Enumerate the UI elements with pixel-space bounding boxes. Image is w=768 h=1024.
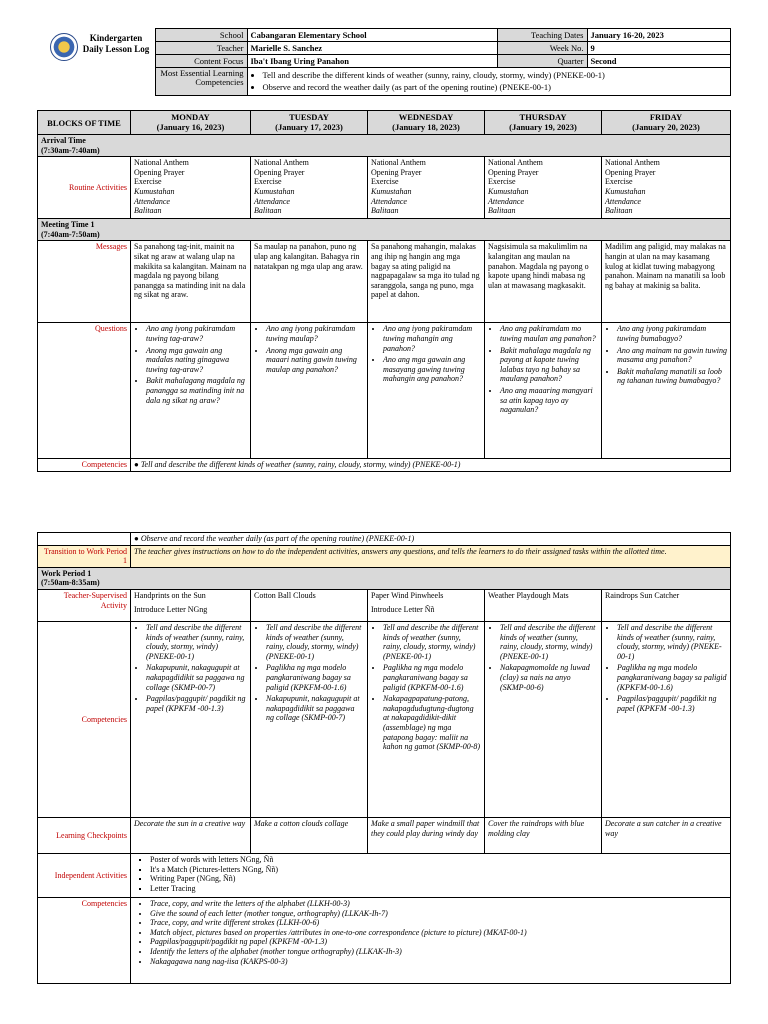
ind-comp-item: • Nakagagawa nang nag-iisa (KAKPS-00-3) (150, 957, 727, 967)
day-header-friday (602, 111, 731, 135)
checkpoint-monday (131, 817, 251, 853)
day-name: FRIDAY (649, 112, 683, 122)
questions-friday (602, 323, 731, 459)
arrival-time-section: Arrival Time (7:30am-7:40am) (38, 135, 731, 157)
questions-tuesday (251, 323, 368, 459)
wp-comp-thursday (485, 621, 602, 817)
work-period-section: Work Period 1 (7:50am-8:35am) (38, 567, 731, 589)
day-date: (January 17, 2023) (275, 122, 343, 132)
comp-item: • Tell and describe the different kinds of weather (sunny, rainy, cloudy, stormy, windy) (PNEKE-00-1) (146, 623, 247, 661)
routine-cell (602, 157, 731, 219)
routine-item: Kumustahan (605, 186, 646, 196)
questions-monday (131, 323, 251, 459)
message-monday: Sa panahong tag-init, mainit na sikat ng araw at walang ulap na makikita sa kalangitan. Mainam na magdala ng payong bilang panangga sa matinding init na dala ng sikat ng araw. (131, 241, 251, 323)
checkpoint-tuesday (251, 817, 368, 853)
tsa-friday (602, 589, 731, 621)
day-name: MONDAY (171, 112, 210, 122)
comp-item: • Paglikha ng mga modelo pangkaraniwang bagay sa paligid (KPKFM-00-1.6) (617, 663, 727, 692)
routine-item: Attendance (488, 196, 524, 206)
week-label: Week No. (497, 42, 587, 55)
wp-comp-friday (602, 621, 731, 817)
comp-item: • Paglikha ng mga modelo pangkaraniwang bagay sa paligid (KPKFM-00-1.6) (383, 663, 481, 692)
question-item: • Ano ang pakiramdam mo tuwing maulan ang panahon? (500, 324, 598, 343)
routine-cell (131, 157, 251, 219)
focus-label: Content Focus (155, 55, 247, 68)
checkpoint-wednesday (368, 817, 485, 853)
wp-competencies-label: Competencies (38, 621, 131, 817)
routine-cell (485, 157, 602, 219)
tsa-title: Handprints on the Sun (134, 590, 206, 600)
checkpoint-text: Decorate the sun in a creative way (134, 818, 246, 828)
routine-item: Attendance (371, 196, 407, 206)
routine-item: Exercise (371, 177, 399, 187)
routine-cell (251, 157, 368, 219)
comp-item: • Nakapagpapatung-patong, nakapagdudugtung-dugtong at nakapagdidikit-dikit (assemblage) ng mga patapong bagay: maliit na kahon ng gamot (SKMP-00-8) (383, 694, 481, 752)
tsa-title: Cotton Ball Clouds (254, 590, 316, 600)
checkpoint-text: Decorate a sun catcher in a creative way (605, 818, 722, 838)
ind-comp-item: • Give the sound of each letter (mother tongue, orthography) (LLKAK-Ih-7) (150, 909, 727, 919)
dates-label: Teaching Dates (497, 29, 587, 42)
checkpoint-thursday (485, 817, 602, 853)
day-date: (January 18, 2023) (392, 122, 460, 132)
routine-item: Opening Prayer (254, 167, 305, 177)
question-item: • Bakit mahalagang magdala ng panangga sa matinding init na dala ng sikat ng araw? (146, 376, 247, 405)
independent-activities-list (131, 853, 731, 897)
transition-text: The teacher gives instructions on how to do the independent activities, answers any questions, and tells the learners to do their assigned tasks within the allotted time. (131, 545, 731, 567)
independent-item: ▪ Letter Tracing (150, 884, 727, 894)
routine-item: Kumustahan (488, 186, 529, 196)
deped-seal-icon (50, 33, 78, 61)
tsa-title: Weather Playdough Mats (488, 590, 569, 600)
log-title: Kindergarten Daily Lesson Log (82, 32, 150, 54)
messages-label: Messages (38, 241, 131, 323)
tsa-tuesday (251, 589, 368, 621)
question-item: • Anong mga gawain ang maaari nating gawin tuwing maulap ang panahon? (266, 346, 364, 375)
week-value: 9 (587, 42, 730, 55)
question-item: • Ano ang iyong pakiramdam tuwing bumabagyo? (617, 324, 727, 343)
tsa-wednesday (368, 589, 485, 621)
comp-item: • Tell and describe the different kinds of weather (sunny, rainy, cloudy, stormy, windy) (PNEKE-00-1) (617, 623, 727, 661)
focus-value: Iba't Ibang Uring Panahon (247, 55, 497, 68)
questions-label: Questions (38, 323, 131, 459)
competency-cont-spacer (38, 533, 131, 546)
comp-item: • Nakapupunit, nakagugupit at nakapagdidikit sa paggawa ng collage (SKMP-00-7) (146, 663, 247, 692)
transition-label: Transition to Work Period 1 (38, 545, 131, 567)
routine-item: Opening Prayer (605, 167, 656, 177)
tsa-thursday (485, 589, 602, 621)
melc-label: Most Essential Learning Competencies (155, 68, 247, 96)
comp-item: • Nakapupunit, nakagugupit at nakapagdidikit sa paggawa ng collage (SKMP-00-7) (266, 694, 364, 723)
day-header-tuesday (251, 111, 368, 135)
question-item: • Bakit mahalaga magdala ng payong at kapote tuwing lalabas tayo ng bahay sa maulang panahon? (500, 346, 598, 384)
day-name: TUESDAY (289, 112, 329, 122)
wp-comp-wednesday (368, 621, 485, 817)
melc-item: • Observe and record the weather daily (as part of the opening routine) (PNEKE-00-1) (263, 82, 727, 92)
competencies-label: Competencies (38, 459, 131, 472)
comp-item: • Pagpilas/paggupit/ pagdikit ng papel (KPKFM -00-1.3) (146, 694, 247, 713)
routine-item: Balitaan (134, 206, 162, 216)
teacher-label: Teacher (155, 42, 247, 55)
routine-item: Balitaan (605, 206, 633, 216)
teacher-value: Marielle S. Sanchez (247, 42, 497, 55)
wp-comp-monday (131, 621, 251, 817)
day-header-wednesday (368, 111, 485, 135)
blocks-of-time-header: BLOCKS OF TIME (38, 111, 131, 135)
routine-item: Exercise (254, 177, 282, 187)
message-wednesday: Sa panahong mahangin, malakas ang ihip ng hangin ang mga bagay sa ating paligid na nagpapagalaw sa mga ito tulad ng saranggola, sanga ng puno, mga papel at dahon. (368, 241, 485, 323)
routine-item: Exercise (134, 177, 162, 187)
routine-item: National Anthem (134, 158, 189, 168)
comp-item: • Tell and describe the different kinds of weather (sunny, rainy, cloudy, stormy, windy) (PNEKE-00-1) (500, 623, 598, 661)
independent-activities-label: Independent Activities (38, 853, 131, 897)
message-tuesday: Sa maulap na panahon, puno ng ulap ang kalangitan. Bahagya rin natatakpan ng mga ulap ang araw. (251, 241, 368, 323)
routine-cell (368, 157, 485, 219)
comp-item: • Tell and describe the different kinds of weather (sunny, rainy, cloudy, stormy, windy) (PNEKE-00-1) (266, 623, 364, 661)
learning-checkpoints-label: Learning Checkpoints (38, 817, 131, 853)
comp-item: • Tell and describe the different kinds of weather (sunny, rainy, cloudy, stormy, windy) (PNEKE-00-1) (383, 623, 481, 661)
ind-comp-item: • Trace, copy, and write the letters of the alphabet (LLKH-00-3) (150, 899, 727, 909)
routine-item: National Anthem (371, 158, 426, 168)
competency-text: Tell and describe the different kinds of weather (sunny, rainy, cloudy, stormy, windy) (PNEKE-00-1) (140, 460, 461, 470)
question-item: • Ano ang mainam na gawin tuwing masama ang panahon? (617, 346, 727, 365)
melc-item: • Tell and describe the different kinds of weather (sunny, rainy, cloudy, stormy, windy) (PNEKE-00-1) (263, 70, 727, 80)
routine-item: Exercise (605, 177, 633, 187)
routine-item: Balitaan (371, 206, 399, 216)
dates-value: January 16-20, 2023 (587, 29, 730, 42)
day-name: WEDNESDAY (398, 112, 454, 122)
teacher-supervised-label: Teacher-Supervised Activity (38, 589, 131, 621)
routine-item: Opening Prayer (371, 167, 422, 177)
routine-item: Kumustahan (371, 186, 412, 196)
independent-item: ▪ Writing Paper (NGng, Ññ) (150, 874, 727, 884)
question-item: • Ano ang maaaring mangyari sa atin kapag tayo ay naganulan? (500, 386, 598, 415)
weekly-grid-top (37, 110, 731, 472)
independent-competencies-label: Competencies (38, 897, 131, 983)
day-date: (January 20, 2023) (632, 122, 700, 132)
independent-item: ▪ Poster of words with letters NGng, Ññ (150, 855, 727, 865)
weekly-grid-bottom (37, 532, 731, 984)
day-header-monday (131, 111, 251, 135)
meeting-time-section: Meeting Time 1 (7:40am-7:50am) (38, 219, 731, 241)
comp-item: • Paglikha ng mga modelo pangkaraniwang bagay sa paligid (KPKFM-00-1.6) (266, 663, 364, 692)
message-thursday: Nagsisimula sa makulimlim na kalangitan ang maulan na panahon. Magdala ng payong o kapote upang hindi mabasa ng ulan at mawasang magkasakit. (485, 241, 602, 323)
routine-item: National Anthem (488, 158, 543, 168)
routine-item: Opening Prayer (488, 167, 539, 177)
routine-item: National Anthem (254, 158, 309, 168)
questions-wednesday (368, 323, 485, 459)
competency-row-2: ● Observe and record the weather daily (as part of the opening routine) (PNEKE-00-1) (131, 533, 731, 546)
day-date: (January 16, 2023) (156, 122, 225, 132)
header-logo-cell (37, 29, 155, 96)
melc-list-cell (247, 68, 730, 96)
checkpoint-text: Cover the raindrops with blue molding clay (488, 818, 585, 838)
tsa-title: Paper Wind Pinwheels (371, 590, 444, 600)
checkpoint-text: Make a cotton clouds collage (254, 818, 349, 828)
school-label: School (155, 29, 247, 42)
routine-activities-label: Routine Activities (38, 157, 131, 219)
independent-item: ▪ It's a Match (Pictures-letters NGng, Ññ) (150, 865, 727, 875)
checkpoint-text: Make a small paper windmill that they could play during windy day (371, 818, 480, 838)
question-item: • Ano ang iyong pakiramdam tuwing mahangin ang panahon? (383, 324, 481, 353)
comp-item: • Pagpilas/paggupit/ pagdikit ng papel (KPKFM -00-1.3) (617, 694, 727, 713)
day-name: THURSDAY (519, 112, 567, 122)
quarter-label: Quarter (497, 55, 587, 68)
day-date: (January 19, 2023) (509, 122, 577, 132)
question-item: • Bakit mahalang manatili sa loob ng tahanan tuwing bumabagyo? (617, 367, 727, 386)
question-item: • Ano ang iyong pakiramdam tuwing tag-araw? (146, 324, 247, 343)
tsa-sub: Introduce Letter Ññ (371, 604, 435, 614)
question-item: • Ano ang iyong pakiramdam tuwing maulap? (266, 324, 364, 343)
routine-item: Opening Prayer (134, 167, 185, 177)
school-value: Cabangaran Elementary School (247, 29, 497, 42)
routine-item: Kumustahan (134, 186, 175, 196)
question-item: • Anong mga gawain ang madalas nating ginagawa tuwing tag-araw? (146, 346, 247, 375)
ind-comp-item: • Pagpilas/paggupit/pagdikit ng papel (KPKFM -00-1.3) (150, 937, 727, 947)
routine-item: Exercise (488, 177, 516, 187)
tsa-sub: Introduce Letter NGng (134, 604, 208, 614)
questions-thursday (485, 323, 602, 459)
day-header-thursday (485, 111, 602, 135)
routine-item: Attendance (254, 196, 290, 206)
question-item: • Ano ang mga gawain ang masayang gawing tuwing mahangin ang panahon? (383, 355, 481, 384)
tsa-title: Raindrops Sun Catcher (605, 590, 680, 600)
checkpoint-friday (602, 817, 731, 853)
competency-text: Observe and record the weather daily (as part of the opening routine) (PNEKE-00-1) (140, 534, 415, 543)
message-friday: Madilim ang paligid, may malakas na hangin at ulan na may kasamang kulog at kidlat tuwing mabagyong panahon. Mainam na manatili sa loob ng bahay at makinig sa balita. (602, 241, 731, 323)
routine-item: Attendance (605, 196, 641, 206)
routine-item: National Anthem (605, 158, 660, 168)
lesson-log-header (37, 28, 731, 96)
ind-comp-item: • Identify the letters of the alphabet (mother tongue orthography) (LLKAK-Ih-3) (150, 947, 727, 957)
routine-item: Balitaan (254, 206, 282, 216)
competency-row-1: ● Tell and describe the different kinds of weather (sunny, rainy, cloudy, stormy, windy) (PNEKE-00-1) (131, 459, 731, 472)
ind-comp-item: • Trace, copy, and write different strokes (LLKH-00-6) (150, 918, 727, 928)
comp-item: • Nakapagmomolde ng luwad (clay) sa nais na anyo (SKMP-00-6) (500, 663, 598, 692)
quarter-value: Second (587, 55, 730, 68)
wp-comp-tuesday (251, 621, 368, 817)
routine-item: Kumustahan (254, 186, 295, 196)
tsa-monday (131, 589, 251, 621)
routine-item: Attendance (134, 196, 170, 206)
independent-competencies-list (131, 897, 731, 983)
routine-item: Balitaan (488, 206, 516, 216)
ind-comp-item: • Match object, pictures based on properties /attributes in one-to-one correspondence (picture to picture) (MKAT-00-1) (150, 928, 727, 938)
